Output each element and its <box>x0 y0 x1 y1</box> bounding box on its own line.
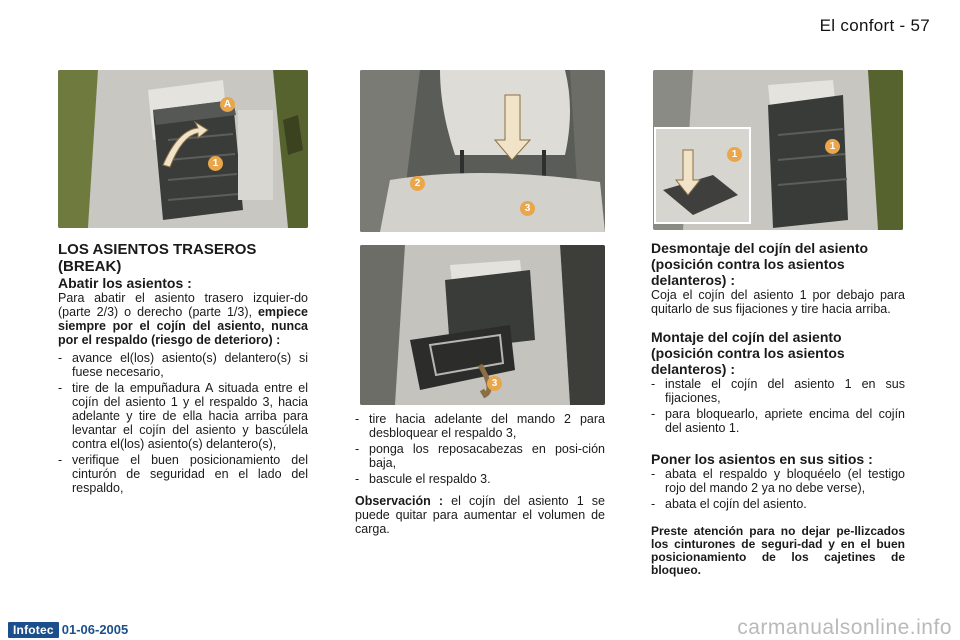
list-item: - avance el(los) asiento(s) delantero(s) si fuese necesario, <box>58 351 308 379</box>
list-item: - tire de la empuñadura A situada entre el cojín del asiento 1 y el respaldo 3, hacia adelante y tire de ella hacia arriba para levantar el cojín del asiento y bascúlela contra el(los) asiento(s) delantero(s), <box>58 381 308 451</box>
subsection-title: Abatir los asientos : <box>58 275 192 291</box>
warning-text: Preste atención para no dejar pe-llizcados los cinturones de seguri-dad y en el buen posicionamiento de los cajetines de bloqueo. <box>651 524 905 577</box>
column-folding-seats <box>58 241 308 497</box>
list-item: - instale el cojín del asiento 1 en sus fijaciones, <box>651 377 905 405</box>
footer-badge <box>8 621 128 638</box>
list-item: - abata el respaldo y bloquéelo (el testigo rojo del mando 2 ya no debe verse), <box>651 467 905 495</box>
column-backrest <box>355 412 605 536</box>
removal-text: Coja el cojín del asiento 1 por debajo para quitarlo de sus fijaciones y tire hacia arriba. <box>651 288 905 316</box>
restore-list <box>651 467 905 511</box>
print-date: 01-06-2005 <box>61 622 129 637</box>
note-label: Observación : <box>355 494 444 508</box>
list-item: - ponga los reposacabezas en posi-ción baja, <box>355 442 605 470</box>
intro-text <box>58 291 308 347</box>
callout-2: 2 <box>410 176 425 191</box>
figure-seat-cushion-tilt <box>58 70 308 228</box>
infotec-logo: Infotec <box>8 622 59 638</box>
steps-list <box>355 412 605 486</box>
list-item: - para bloquearlo, apriete encima del cojín del asiento 1. <box>651 407 905 435</box>
note-body: el cojín del asiento 1 se puede quitar para aumentar el volumen de carga. <box>355 494 605 536</box>
intro-bold: empiece siempre por el cojín del asiento, nunca por el respaldo (riesgo de deterioro) : <box>58 305 308 347</box>
removal-title: Desmontaje del cojín del asiento (posición contra los asientos delanteros) : <box>651 240 869 288</box>
list-item: - tire hacia adelante del mando 2 para desbloquear el respaldo 3, <box>355 412 605 440</box>
fitting-title: Montaje del cojín del asiento (posición contra los asientos delanteros) : <box>651 329 845 377</box>
column-cushion <box>651 240 905 577</box>
figure-headrest-release <box>360 70 605 232</box>
callout-3: 3 <box>520 201 535 216</box>
watermark: carmanualsonline.info <box>737 616 952 639</box>
list-item: - verifique el buen posicionamiento del cinturón de seguridad en el lado del respaldo, <box>58 453 308 495</box>
page-title: El confort - 57 <box>819 16 930 35</box>
figure-cushion-removal <box>653 70 903 230</box>
intro-plain: Para abatir el asiento trasero izquier-do (parte 2/3) o derecho (parte 1/3), <box>58 291 308 319</box>
callout-a: A <box>220 97 235 112</box>
list-item: - abata el cojín del asiento. <box>651 497 905 511</box>
callout-1: 1 <box>208 156 223 171</box>
callout-3-folded: 3 <box>487 376 502 391</box>
note-text <box>355 494 605 536</box>
callout-1-inset: 1 <box>727 147 742 162</box>
list-item: - bascule el respaldo 3. <box>355 472 605 486</box>
restore-title: Poner los asientos en sus sitios : <box>651 451 873 467</box>
section-title: LOS ASIENTOS TRASEROS (BREAK) <box>58 241 257 275</box>
callout-1-seat: 1 <box>825 139 840 154</box>
steps-list <box>58 351 308 495</box>
figure-folded-backrest <box>360 245 605 405</box>
fitting-list <box>651 377 905 435</box>
